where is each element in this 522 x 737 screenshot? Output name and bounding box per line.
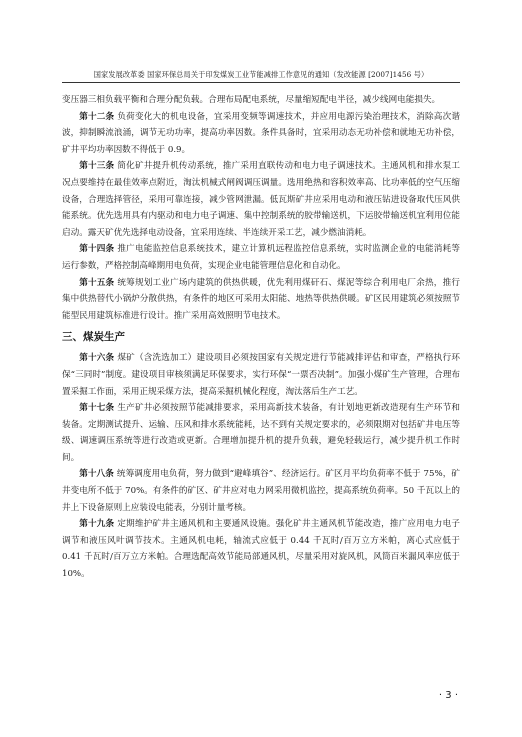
- article-paragraph: [62, 109, 460, 159]
- header-rule: [62, 82, 460, 83]
- article-text: 推广电能监控信息系统技术，建立计算机远程监控信息系统，实时监测企业的电能消耗等运行参数，严格控制高峰期用电负荷，实现企业电能管理信息化和自动化。: [62, 244, 460, 271]
- article-paragraph: [62, 516, 460, 582]
- article-paragraph: [62, 400, 460, 466]
- article-paragraph: [62, 350, 460, 400]
- article-label: 第十九条: [79, 519, 115, 530]
- article-label: 第十六条: [79, 353, 115, 364]
- article-text: 统筹调度用电负荷，努力做到“避峰填谷”、经济运行。矿区月平均负荷率不低于 75%，矿井变电所不低于 70%。有条件的矿区、矿井应对电力网采用微机监控，提高系统负荷率。50 千瓦以上的井上下设备原则上应装设电能表，分别计量考核。: [62, 469, 460, 513]
- article-text: 简化矿井提升机传动系统，推广采用直联传动和电力电子调速技术。主通风机和排水泵工况点要维持在最佳效率点附近，淘汰机械式闸阀调压调量。选用绝热和容积效率高、比功率低的空气压缩设备，合理选择管径，采用可靠连接，减少管网泄漏。低瓦斯矿井应采用电动和液压钻进设备取代压风供能系统。优先选用具有内驱动和电力电子调速、集中控制系统的胶带输送机，下运胶带输送机宜利用位能启动。露天矿优先选择电动设备，宜采用连续、半连续开采工艺，减少燃油消耗。: [62, 161, 460, 238]
- article-list-production: [62, 350, 460, 582]
- article-label: 第十七条: [79, 403, 115, 414]
- article-text: 煤矿（含洗选加工）建设项目必须按国家有关规定进行节能减排评估和审查，严格执行环保“三同时”制度。建设项目审核须满足环保要求，实行环保“一票否决制”。加强小煤矿生产管理，合理布置采掘工作面，采用正规采煤方法，提高采掘机械化程度，淘汰落后生产工艺。: [62, 353, 460, 397]
- section-heading: 三、煤炭生产: [62, 331, 125, 344]
- article-label: 第十八条: [79, 469, 114, 480]
- article-text: 负荷变化大的机电设备，宜采用变频等调速技术，并应用电源污染治理技术，消除高次谐波，抑制瞬流浪涌，调节无功功率，提高功率因数。条件具备时，宜采用动态无功补偿和就地无功补偿，矿井平均功率因数不得低于 0.9。: [62, 111, 460, 155]
- article-label: 第十四条: [79, 244, 115, 255]
- body-content: [62, 92, 460, 583]
- article-label: 第十二条: [79, 111, 115, 122]
- article-paragraph: [62, 275, 460, 325]
- article-paragraph: [62, 241, 460, 274]
- page-number: · 3 ·: [438, 690, 458, 701]
- article-text: 生产矿井必须按照节能减排要求，采用高新技术装备，有计划地更新改造现有生产环节和装备。定期测试提升、运输、压风和排水系统能耗，达不到有关规定要求的，必须限期对包括矿井电压等级、调速调压系统等进行改造或更新。合理增加提升机的提升负载，避免轻载运行，减少提升机工作时间。: [62, 403, 460, 463]
- article-text: 定期维护矿井主通风机和主要通风设施。强化矿井主通风机节能改造，推广应用电力电子调节和液压风叶调节技术。主通风机电耗，轴流式应低于 0.44 千瓦时/百万立方米帕，离心式应低于 0.41 千瓦时/百万立方米帕。合理选配高效节能局部通风机，尽量采用对旋风机，风筒百米漏风率应低于 10%。: [62, 519, 460, 580]
- article-text: 统筹规划工业广场内建筑的供热供暖，优先利用煤矸石、煤泥等综合利用电厂余热，推行集中供热替代小锅炉分散供热，有条件的地区可采用太阳能、地热等供热供暖。矿区民用建筑必须按照节能型民用建筑标准进行设计。推广采用高效照明节电技术。: [62, 277, 460, 321]
- article-list-electric: [62, 109, 460, 325]
- article-label: 第十三条: [79, 161, 115, 172]
- running-header: 国家发展改革委 国家环保总局关于印发煤炭工业节能减排工作意见的通知（发改能源 [2007]1456 号）: [93, 70, 429, 79]
- article-label: 第十五条: [79, 277, 115, 288]
- article-paragraph: [62, 158, 460, 241]
- opening-paragraph: 变压器三相负载平衡和合理分配负载。合理布局配电系统，尽量缩短配电半径，减少线网电能损失。: [62, 95, 441, 105]
- article-paragraph: [62, 466, 460, 516]
